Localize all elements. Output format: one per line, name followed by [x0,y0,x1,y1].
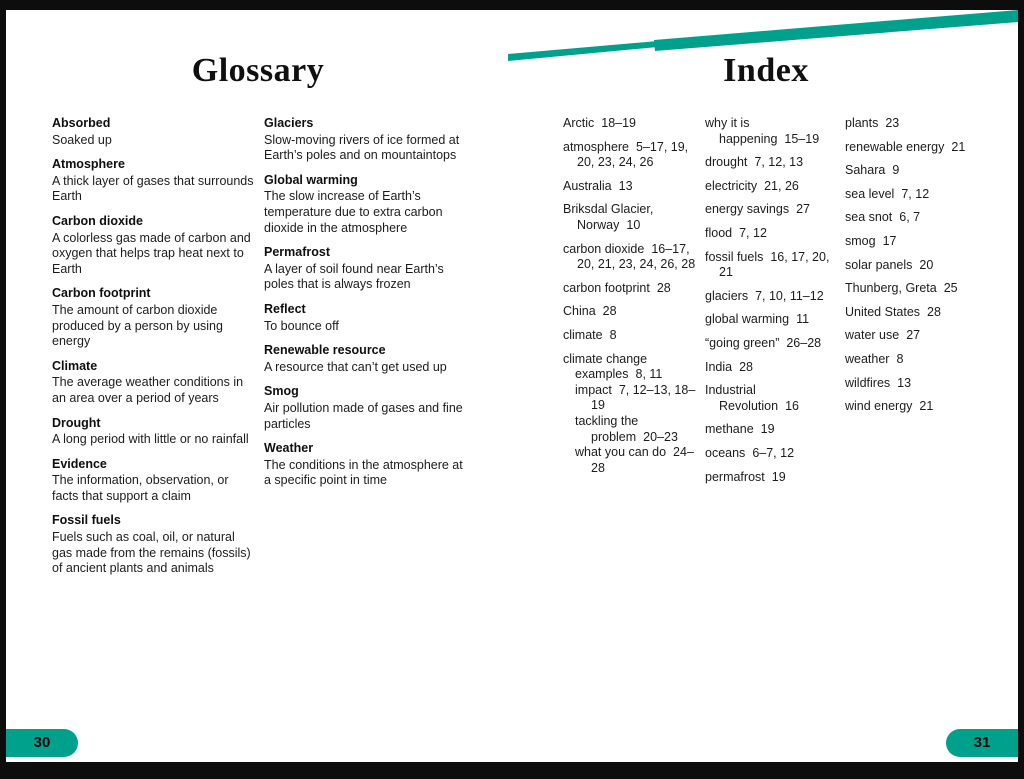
index-page-refs: 6, 7 [899,210,921,225]
index-entry [845,116,993,132]
glossary-definition: A layer of soil found near Earth’s poles that is always frozen [264,261,444,292]
index-entry [705,470,837,486]
index-page-refs: 16 [785,398,799,413]
index-entry [705,226,837,242]
index-entry [705,250,837,281]
index-entry [845,163,993,179]
page-number: 30 [33,734,51,751]
index-entry [845,210,993,226]
glossary-entry [264,173,472,236]
index-term: flood [705,225,733,240]
index-page-refs: 28 [739,359,754,374]
index-page-refs: 8 [896,351,904,366]
index-page-refs: 21, 26 [764,178,799,193]
glossary-term: Absorbed [52,116,111,130]
glossary-definition: Fuels such as coal, oil, or natural gas made from the remains (fossils) of ancient plants and animals [52,530,251,576]
index-term: electricity [705,178,758,193]
index-term: United States [845,304,921,319]
glossary-definition: The average weather conditions in an area over a period of years [52,375,244,405]
index-term: carbon dioxide [563,241,645,256]
index-entry [845,328,993,344]
index-term: Thunberg, Greta [845,281,937,296]
index-column [705,116,837,493]
glossary-term: Atmosphere [52,157,125,172]
glossary-definition: The slow increase of Earth’s temperature due to extra carbon dioxide in the atmosphere [264,189,443,235]
index-term: climate change [563,351,648,366]
index-entry [845,187,993,203]
index-page-refs: 13 [897,375,912,390]
index-entry [845,281,993,297]
index-entry [563,281,705,297]
index-term: smog [845,233,876,248]
glossary-entry [264,116,472,164]
glossary-term: Reflect [264,301,306,316]
index-entry [705,383,837,414]
glossary-term: Fossil fuels [52,513,121,528]
index-page-refs: 6–7, 12 [752,445,795,460]
index-page-refs: 23 [885,116,900,130]
index-page-refs: 7, 12 [901,186,930,201]
index-entry [563,328,705,344]
index-entry [705,336,837,352]
index-term: permafrost [705,469,765,484]
index-page-refs: 24–28 [591,445,694,475]
glossary-entry [52,416,254,448]
index-page-refs: 9 [892,163,900,178]
index-entry [705,179,837,195]
index-page-refs: 25 [943,281,958,296]
index-entry [563,242,705,273]
index-page-refs: 10 [626,217,641,232]
index-entry [845,140,993,156]
glossary-definition: Air pollution made of gases and fine particles [264,400,463,431]
index-term: sea level [845,186,895,201]
glossary-entry [264,384,472,432]
index-term: impact [575,382,612,397]
index-page-refs: 27 [906,328,921,343]
index-page-title: Index [723,52,809,89]
index-term: weather [845,351,890,366]
glossary-definition: The conditions in the atmosphere at a specific point in time [264,457,463,488]
glossary-column [52,116,254,586]
index-term: Sahara [845,163,886,178]
glossary-entry [264,441,472,489]
index-page-refs: 17 [882,233,897,248]
index-subentry [563,367,705,383]
index-entry [705,202,837,218]
glossary-entry [52,359,254,407]
index-page-refs: 19 [760,422,775,437]
glossary-term: Carbon dioxide [52,213,143,228]
glossary-term: Glaciers [264,116,314,130]
index-term: China [563,304,596,319]
index-entry [845,352,993,368]
index-page-refs: 11 [796,312,810,327]
index-page-refs: 7, 12, 13 [754,155,804,170]
index-page-refs: 15–19 [784,131,820,146]
glossary-term: Drought [52,415,101,430]
index-term: carbon footprint [563,280,650,295]
index-entry [563,179,705,195]
glossary-definition: To bounce off [264,318,339,333]
glossary-definition: A thick layer of gases that surrounds Earth [52,173,254,204]
index-entry [705,360,837,376]
index-page-refs: 18–19 [601,116,637,130]
index-term: drought [705,155,748,170]
index-page-refs: 20–23 [643,429,678,444]
index-term: India [705,359,733,374]
glossary-entry [52,286,254,349]
index-term: glaciers [705,288,749,303]
index-term: Briksdal Glacier, Norway [563,202,654,232]
glossary-term: Permafrost [264,245,330,260]
glossary-entry [264,343,472,375]
index-entry [563,140,705,171]
index-page-refs: 16, 17, 20, 21 [719,249,830,280]
index-page-refs: 8, 11 [635,367,663,382]
index-page-refs: 7, 10, 11–12 [755,288,824,303]
glossary-page-title: Glossary [191,52,325,89]
index-subentry [563,414,705,445]
index-entry [705,312,837,328]
index-term: tackling the problem [575,413,639,444]
glossary-term: Climate [52,358,98,373]
index-page-refs: 27 [796,202,810,217]
glossary-entry [264,245,472,293]
index-entry [705,446,837,462]
index-page-refs: 21 [919,399,934,414]
index-term: Arctic [563,116,595,130]
book-spread [6,10,1018,762]
index-entry [705,155,837,171]
index-page-refs: 13 [618,178,633,193]
index-term: wind energy [845,399,913,414]
index-entry [845,258,993,274]
index-term: oceans [705,445,746,460]
index-page-refs: 7, 12 [739,225,767,240]
accent-swoosh-segment [654,10,1018,51]
glossary-definition: A resource that can’t get used up [264,359,447,374]
index-term: what you can do [575,445,667,460]
glossary-term: Renewable resource [264,343,386,358]
index-entry [845,234,993,250]
index-entry [563,202,705,233]
index-term: Industrial Revolution [705,383,779,413]
index-entry [705,116,837,147]
index-page-refs: 7, 12–13, 18–19 [591,382,696,413]
glossary-definition: The information, observation, or facts that support a claim [52,473,229,503]
glossary-term: Global warming [264,172,358,187]
index-page-refs: 19 [771,469,786,484]
index-page-refs: 5–17, 19, 20, 23, 24, 26 [577,139,689,170]
glossary-term: Smog [264,384,299,399]
index-term: solar panels [845,257,913,272]
index-entry [705,422,837,438]
glossary-definition: Slow-moving rivers of ice formed at Earth’s poles and on mountaintops [264,132,460,163]
glossary-definition: Soaked up [52,132,112,147]
index-entry [705,289,837,305]
index-term: energy savings [705,202,790,217]
glossary-entry [52,116,254,148]
index-term: climate [563,327,603,342]
index-page-refs: 28 [656,280,671,295]
index-term: global warming [705,312,790,327]
page-number-tab [6,729,78,757]
index-column [563,116,705,484]
index-page-refs: 16–17, 20, 21, 23, 24, 26, 28 [577,241,696,272]
index-page-refs: 8 [609,327,617,342]
index-term: sea snot [845,210,893,225]
index-term: plants [845,116,879,130]
index-page-refs: 28 [927,304,941,319]
glossary-entry [52,457,254,505]
glossary-entry [52,513,254,576]
index-term: water use [845,328,900,343]
glossary-term: Weather [264,441,314,456]
glossary-definition: A colorless gas made of carbon and oxygen that helps trap heat next to Earth [52,230,251,276]
index-entry [563,116,705,132]
index-term: why it is happening [705,116,778,146]
glossary-term: Carbon footprint [52,286,151,301]
index-page-refs: 21 [951,139,966,154]
index-subentry [563,445,705,476]
index-entry [845,399,993,415]
index-term: examples [575,367,629,382]
index-term: “going green” [705,335,780,350]
index-term: atmosphere [563,139,630,154]
index-term: wildfires [845,375,891,390]
index-term: renewable energy [845,139,945,154]
glossary-entry [52,157,254,205]
index-page-refs: 28 [602,304,617,319]
glossary-entry [52,214,254,277]
glossary-entry [264,302,472,334]
index-term: fossil fuels [705,249,764,264]
page-number: 31 [973,734,991,751]
index-entry [845,305,993,321]
glossary-column [264,116,472,498]
glossary-definition: The amount of carbon dioxide produced by a person by using energy [52,302,223,349]
index-term: methane [705,422,754,437]
index-column [845,116,993,423]
index-page-refs: 26–28 [786,335,822,350]
glossary-definition: A long period with little or no rainfall [52,432,249,447]
index-entry [845,376,993,392]
index-entry [563,352,705,368]
index-term: Australia [563,178,612,193]
index-entry [563,304,705,320]
index-page-refs: 20 [919,257,934,272]
page-number-tab [946,729,1018,757]
index-subentry [563,383,705,414]
glossary-term: Evidence [52,456,107,471]
